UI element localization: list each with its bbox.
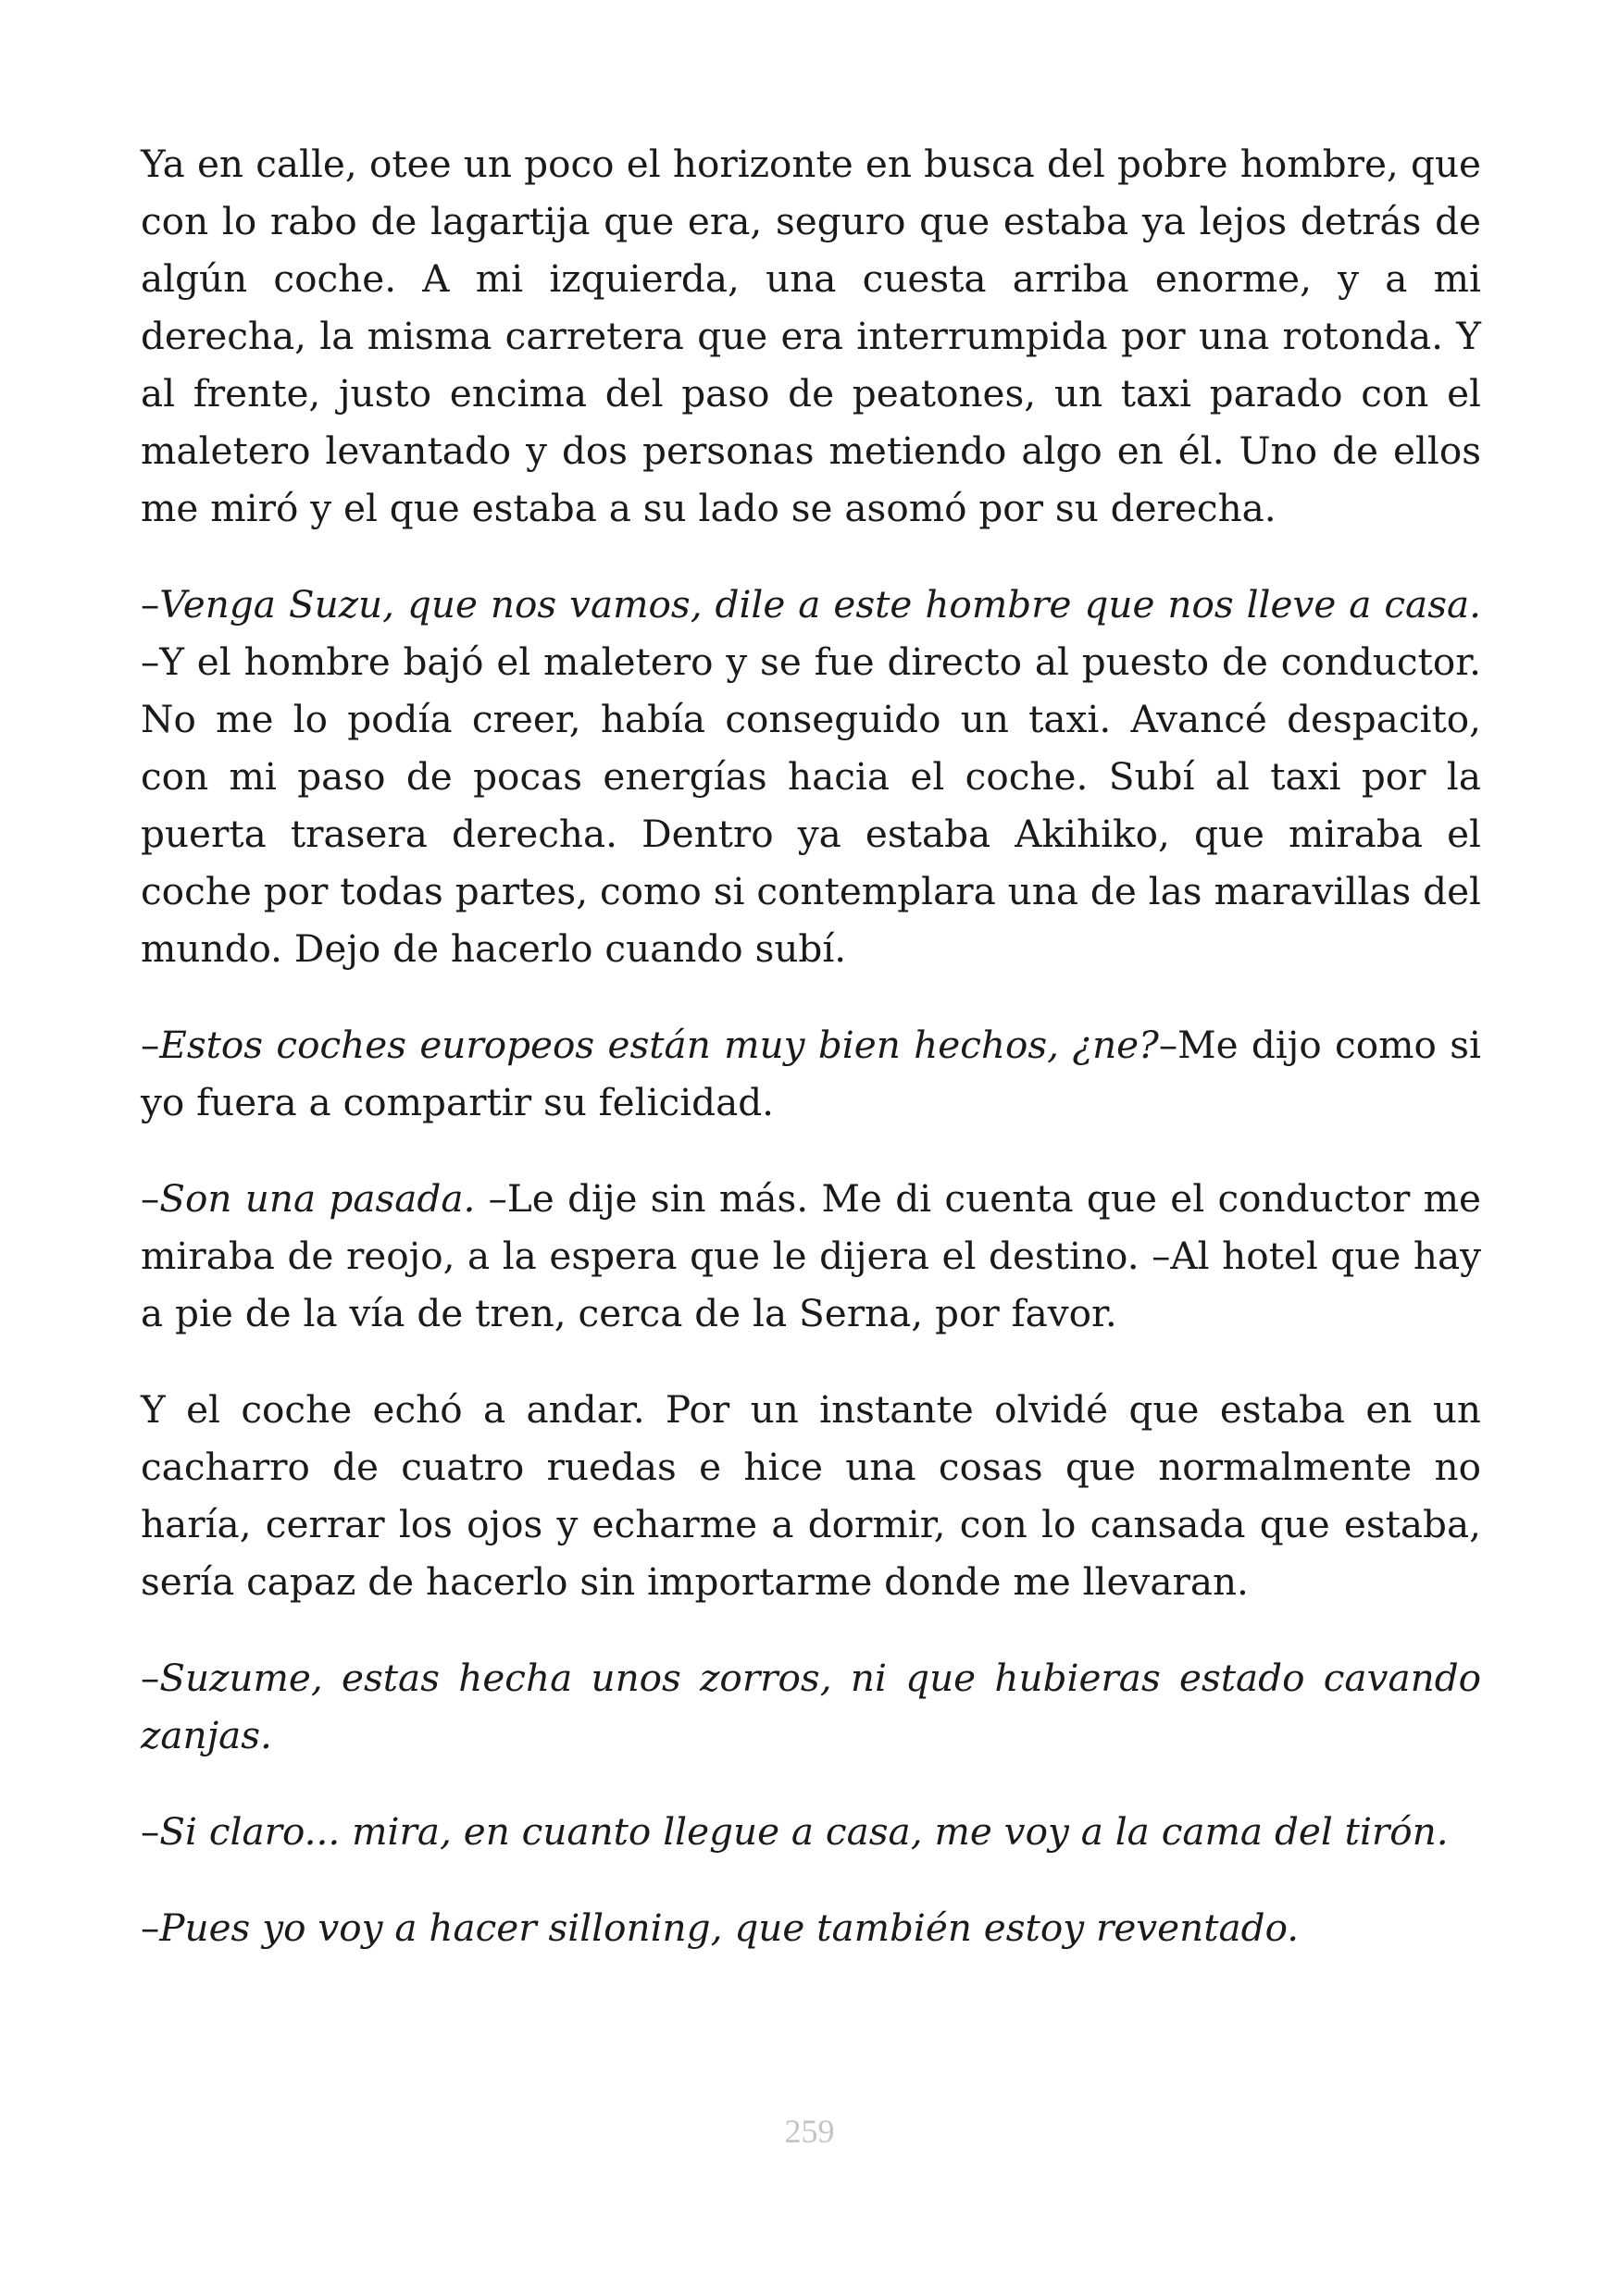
text-run: –Y el hombre bajó el maletero y se fue directo al puesto de conductor. No me lo podía creer, había conseguido un taxi. Avancé despacito, con mi paso de pocas energías hacia el coche. Subí al taxi por la puerta trasera derecha. Dentro ya estaba Akihiko, que miraba el coche por todas partes, como si contemplara una de las maravillas del mundo. Dejo de hacerlo cuando subí. (141, 639, 1481, 971)
paragraph-6 (141, 1649, 1481, 1764)
italic-dialogue-run: Venga Suzu, que nos vamos, dile a este hombre que nos lleve a casa. (159, 582, 1481, 627)
body-text (141, 135, 1481, 1956)
italic-dialogue-run: Estos coches europeos están muy bien hechos, ¿ne? (159, 1023, 1159, 1067)
paragraph-1 (141, 135, 1481, 537)
text-run: – (141, 1176, 160, 1221)
italic-dialogue-run: Suzume, estas hecha unos zorros, ni que hubieras estado cavando zanjas. (141, 1656, 1481, 1757)
text-run: – (141, 1809, 160, 1854)
paragraph-8 (141, 1899, 1481, 1956)
paragraph-7 (141, 1803, 1481, 1860)
text-run: – (141, 1656, 160, 1700)
text-run: –Me dijo como si yo fuera a compartir su felicidad. (141, 1023, 1481, 1124)
text-run: – (141, 1905, 160, 1950)
italic-dialogue-run: Son una pasada. (159, 1176, 476, 1221)
text-run: Ya en calle, otee un poco el horizonte en busca del pobre hombre, que con lo rabo de lagartija que era, seguro que estaba ya lejos detrás de algún coche. A mi izquierda, una cuesta arriba enorme, y a mi derecha, la misma carretera que era interrumpida por una rotonda. Y al frente, justo encima del paso de peatones, un taxi parado con el maletero levantado y dos personas metiendo algo en él. Uno de ellos me miró y el que estaba a su lado se asomó por su derecha. (141, 142, 1481, 530)
italic-dialogue-run: Pues yo voy a hacer silloning, que también estoy reventado. (159, 1905, 1300, 1950)
text-run: –Le dije sin más. Me di cuenta que el conductor me miraba de reojo, a la espera que le dijera el destino. –Al hotel que hay a pie de la vía de tren, cerca de la Serna, por favor. (141, 1176, 1481, 1335)
italic-dialogue-run: Si claro... mira, en cuanto llegue a casa, me voy a la cama del tirón. (159, 1809, 1449, 1854)
text-run: Y el coche echó a andar. Por un instante olvidé que estaba en un cacharro de cuatro ruedas e hice una cosas que normalmente no haría, cerrar los ojos y echarme a dormir, con lo cansada que estaba, sería capaz de hacerlo sin importarme donde me llevaran. (141, 1387, 1481, 1604)
text-run: – (141, 582, 160, 627)
page-number: 259 (784, 2113, 835, 2150)
paragraph-4 (141, 1170, 1481, 1342)
text-run: – (141, 1023, 160, 1067)
paragraph-2 (141, 576, 1481, 977)
paragraph-3 (141, 1016, 1481, 1131)
paragraph-5 (141, 1381, 1481, 1610)
